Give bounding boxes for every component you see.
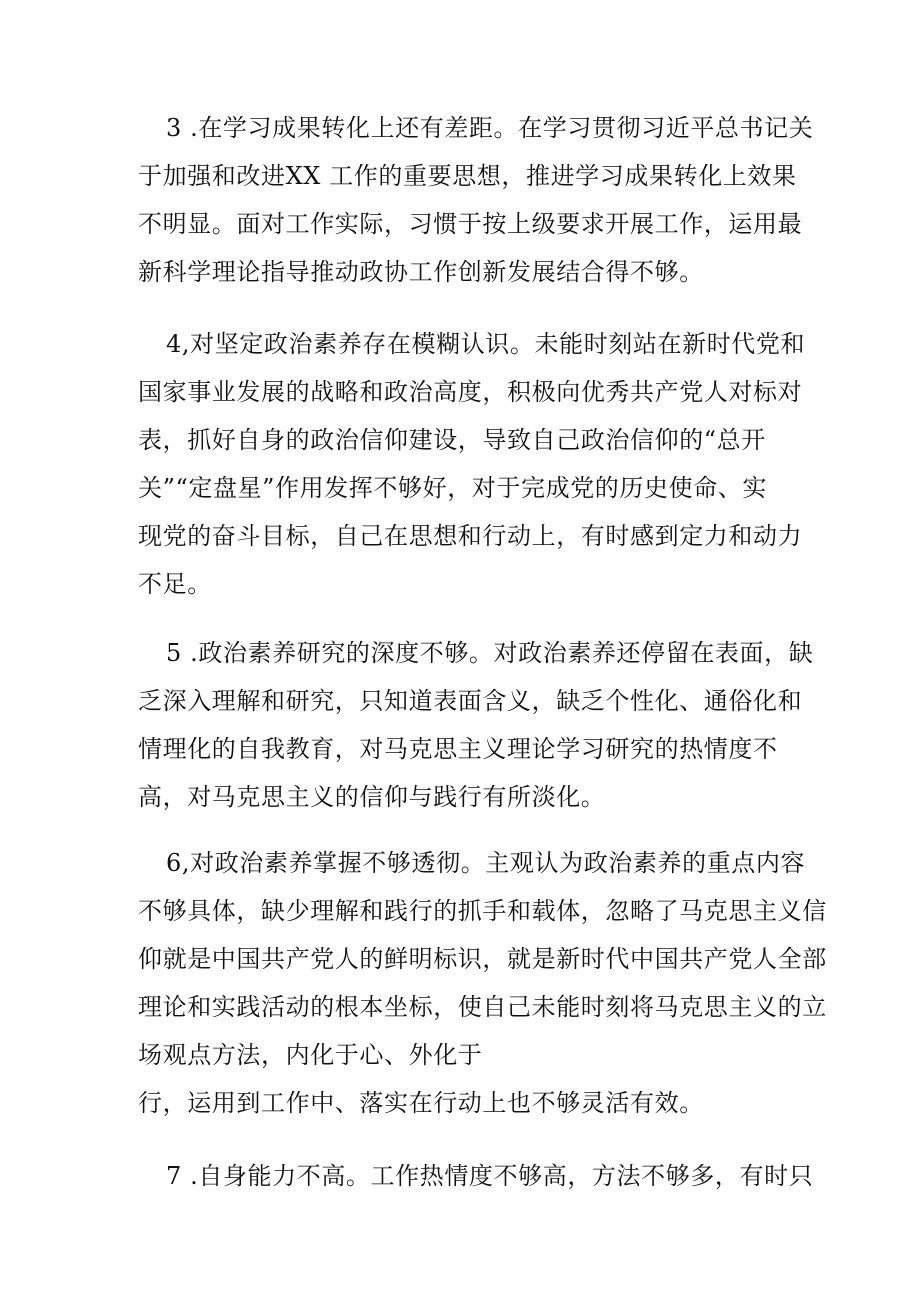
paragraph-6 <box>138 839 827 1127</box>
paragraph-line: 不足。 <box>138 570 212 598</box>
paragraph-line: 国家事业发展的战略和政治高度，积极向优秀共产党人对标对 <box>138 378 803 406</box>
paragraph-line: 情理化的自我教育，对马克思主义理论学习研究的热情度不 <box>138 735 778 763</box>
paragraph-line: 7 .自身能力不高。工作热情度不够高，方法不够多，有时只 <box>166 1162 814 1190</box>
paragraph-line: 不明显。面对工作实际，习惯于按上级要求开展工作，运用最 <box>138 210 803 238</box>
paragraph-line: 仰就是中国共产党人的鲜明标识，就是新时代中国共产党人全部 <box>138 945 827 973</box>
paragraph-line: 行，运用到工作中、落实在行动上也不够灵活有效。 <box>138 1089 704 1117</box>
paragraph-line: 5 .政治素养研究的深度不够。对政治素养还停留在表面，缺 <box>166 639 814 667</box>
paragraph-4 <box>138 320 806 608</box>
paragraph-line: 乏深入理解和研究，只知道表面含义，缺乏个性化、通俗化和 <box>138 687 803 715</box>
paragraph-line: 高，对马克思主义的信仰与践行有所淡化。 <box>138 783 606 811</box>
paragraph-line: 不够具体，缺少理解和践行的抓手和载体，忽略了马克思主义信 <box>138 897 827 925</box>
paragraph-line: 现党的奋斗目标，自己在思想和行动上，有时感到定力和动力 <box>138 522 803 550</box>
paragraph-3 <box>138 104 814 296</box>
paragraph-line: 关”“定盘星”作用发挥不够好，对于完成党的历史使命、实 <box>138 474 768 502</box>
paragraph-line: 表，抓好自身的政治信仰建设，导致自己政治信仰的“总开 <box>138 426 766 454</box>
paragraph-line: 4,对坚定政治素养存在模糊认识。未能时刻站在新时代党和 <box>166 330 806 358</box>
paragraph-line: 6,对政治素养掌握不够透彻。主观认为政治素养的重点内容 <box>166 849 806 877</box>
paragraph-7 <box>138 1152 814 1200</box>
paragraph-line: 于加强和改进XX 工作的重要思想，推进学习成果转化上效果 <box>138 162 797 190</box>
paragraph-line: 3 .在学习成果转化上还有差距。在学习贯彻习近平总书记关 <box>166 114 814 142</box>
paragraph-line: 理论和实践活动的根本坐标，使自己未能时刻将马克思主义的立 <box>138 993 827 1021</box>
paragraph-5 <box>138 629 814 821</box>
paragraph-line: 新科学理论指导推动政协工作创新发展结合得不够。 <box>138 258 704 286</box>
paragraph-line: 场观点方法，内化于心、外化于 <box>138 1041 483 1069</box>
